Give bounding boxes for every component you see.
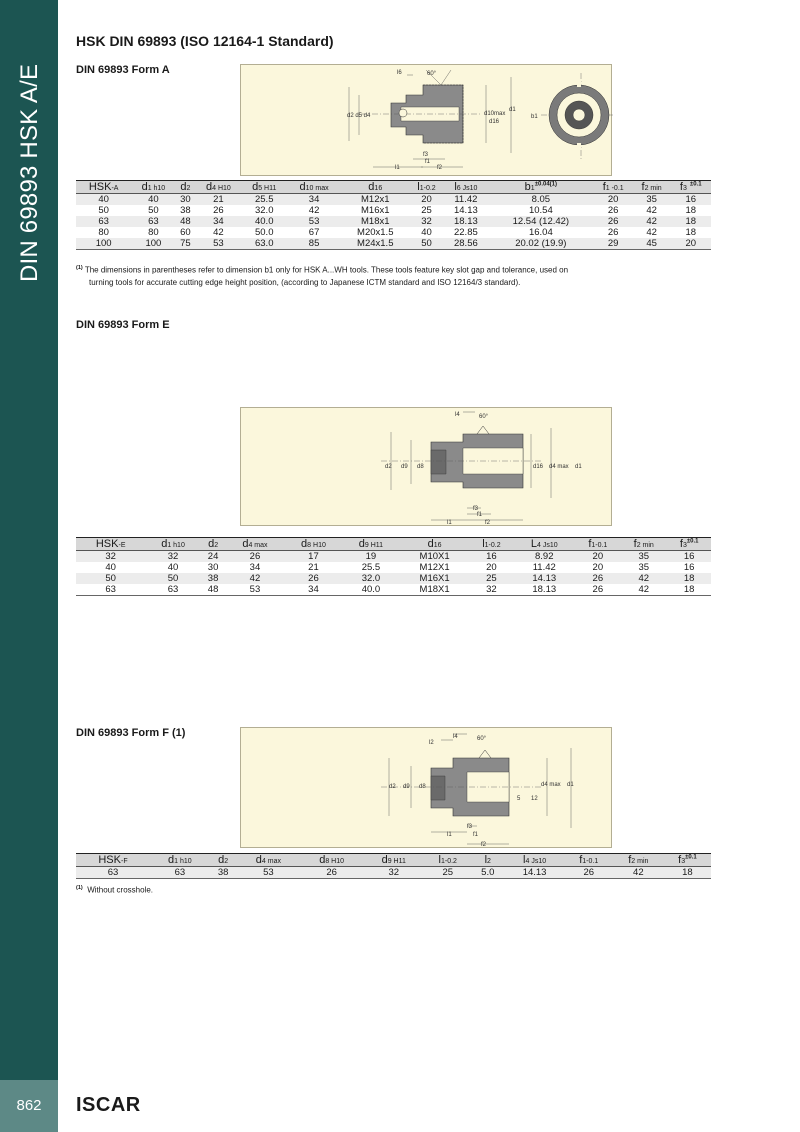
table-cell: 18.13 — [513, 584, 576, 596]
table-cell: 18 — [667, 573, 711, 584]
table-cell: 18 — [685, 227, 697, 238]
table-cell: 26 — [213, 205, 224, 216]
table-cell: 18 — [667, 584, 711, 596]
col-d1: d1 h10 — [150, 854, 210, 867]
form-a-footnote: $^{(1)}$ The dimensions in parentheses refer to dimension b1 only for HSK A...WH tools. These tools feature key slot gap and tolerance, used on turning tools for accurate cutting edge height position, (according to Japanese ICTM standard and ISO 12164/3 standard). — [76, 265, 569, 287]
table-row — [76, 867, 711, 879]
label-d9: d9 — [403, 784, 410, 790]
table-cell: 18.13 — [444, 216, 488, 227]
form-f-title: DIN 69893 Form F (1) — [76, 727, 186, 739]
label-d2: d2 — [389, 784, 396, 790]
col-d16: d16 — [399, 538, 469, 551]
table-cell: 8.05 — [488, 194, 594, 206]
table-cell: 40 — [167, 562, 179, 573]
table-cell: M12x1 — [341, 194, 409, 206]
label-b1: b1 — [531, 114, 538, 120]
table-cell: 16 — [470, 551, 513, 563]
col-f3: f3 $^{\pm 0.1}$ — [670, 181, 711, 194]
table-cell: 80 — [98, 227, 109, 238]
col-d9: d9 H11 — [363, 854, 424, 867]
table-cell: 26 — [225, 551, 284, 563]
label-angle: 60° — [479, 414, 489, 420]
table-cell: 32 — [363, 867, 424, 879]
table-cell: M20x1.5 — [357, 227, 394, 238]
label-d9: d9 — [401, 464, 408, 470]
col-b1: $b1^{\pm 0.04(1)}$ — [488, 181, 594, 194]
col-f1: f1 -0.1 — [594, 181, 633, 194]
col-d1: d1 h10 — [145, 538, 200, 551]
table-cell: 53 — [237, 867, 301, 879]
col-d8: d8 H10 — [300, 854, 363, 867]
col-d1: d1 h10 — [131, 181, 175, 194]
table-cell: 32.0 — [254, 205, 274, 216]
label-f3: f3 — [423, 152, 429, 158]
table-cell: 24 — [201, 551, 226, 563]
table-cell: 42 — [620, 584, 667, 596]
table-cell: 25.5 — [242, 194, 287, 206]
table-cell: 32 — [76, 551, 145, 563]
table-cell: 100 — [131, 238, 175, 250]
col-l2: l2 — [471, 854, 504, 867]
table-cell: 40 — [105, 562, 116, 573]
label-l1: l1 — [395, 165, 400, 171]
col-d10: d10 max — [287, 181, 341, 194]
col-d4: d4 max — [225, 538, 284, 551]
label-d10: d10max — [484, 111, 506, 117]
form-f-header-row — [76, 854, 711, 867]
col-hsk: HSK-A — [76, 181, 131, 194]
table-cell: 34 — [195, 216, 241, 227]
label-l4: l4 — [453, 734, 458, 740]
col-d2: d2 — [201, 538, 226, 551]
table-cell: 30 — [207, 562, 219, 573]
table-cell: 67 — [308, 227, 320, 238]
label-5: 5 — [517, 796, 521, 802]
label-f2: f2 — [437, 165, 443, 171]
table-cell: 38 — [201, 573, 226, 584]
table-cell: 19 — [343, 551, 400, 563]
label-l6: l6 — [397, 70, 402, 76]
table-cell: M16X1 — [399, 573, 469, 584]
table-cell: 42 — [620, 573, 667, 584]
sidebar — [0, 0, 58, 1132]
table-cell: 42 — [225, 573, 284, 584]
label-angle: 60° — [427, 71, 437, 77]
table-cell: 40.0 — [343, 584, 400, 596]
table-cell: 63.0 — [242, 238, 287, 250]
table-cell: 14.13 — [513, 573, 576, 584]
table-cell: 20.02 (19.9) — [488, 238, 594, 250]
label-d2d5d4: d2 d5 d4 — [347, 113, 371, 119]
table-cell: 35 — [633, 194, 671, 206]
form-a-title: DIN 69893 Form A — [76, 64, 170, 76]
table-cell: 63 — [76, 216, 131, 227]
label-12: 12 — [531, 796, 538, 802]
table-cell: 25.5 — [361, 562, 381, 573]
label-l1: l1 — [447, 832, 452, 838]
table-row — [76, 238, 711, 250]
table-cell: 40 — [131, 194, 175, 206]
table-cell: 50.0 — [254, 227, 274, 238]
col-l1: l1-0.2 — [409, 181, 443, 194]
label-f1: f1 — [473, 832, 479, 838]
table-cell: 53 — [287, 216, 341, 227]
table-cell: 12.54 (12.42) — [488, 216, 594, 227]
label-l2: l2 — [429, 740, 434, 746]
form-e-table — [76, 537, 711, 596]
table-cell: 35 — [638, 562, 650, 573]
table-cell: 16 — [683, 562, 695, 573]
table-cell: 48 — [175, 216, 195, 227]
table-cell: 63 — [76, 867, 150, 879]
table-cell: 11.42 — [444, 194, 488, 206]
form-e-header-row — [76, 538, 711, 551]
label-d4: d4 max — [549, 464, 569, 470]
col-f2: f2 min — [633, 181, 671, 194]
form-f-footnote: $^{(1)}$ Without crosshole. — [76, 885, 153, 895]
table-cell: 18 — [664, 867, 711, 879]
table-cell: 22.85 — [453, 227, 478, 238]
table-cell: 63 — [131, 216, 175, 227]
label-d1: d1 — [567, 782, 574, 788]
col-l6: l6 Js10 — [444, 181, 488, 194]
table-cell: 38 — [180, 205, 191, 216]
table-cell: 40 — [76, 194, 131, 206]
table-cell: 26 — [300, 867, 363, 879]
label-f1: f1 — [425, 159, 431, 165]
col-l1: l1-0.2 — [424, 854, 471, 867]
form-e-diagram — [240, 407, 612, 526]
table-row — [76, 205, 711, 216]
table-cell: 50 — [148, 205, 159, 216]
table-cell: M18x1 — [341, 216, 409, 227]
label-d1: d1 — [509, 107, 516, 113]
table-cell: 40 — [421, 227, 432, 238]
page-number: 862 — [0, 1080, 58, 1132]
table-cell: 35 — [620, 551, 667, 563]
table-cell: 38 — [210, 867, 237, 879]
label-f3: f3 — [473, 506, 479, 512]
form-a-diagram — [240, 64, 612, 176]
form-f-diagram — [240, 727, 612, 848]
table-cell: 32.0 — [343, 573, 400, 584]
table-row — [76, 584, 711, 596]
table-cell: 25 — [470, 573, 513, 584]
table-cell: 16 — [667, 551, 711, 563]
col-l1: l1-0.2 — [470, 538, 513, 551]
col-d4: d4 max — [237, 854, 301, 867]
table-row — [76, 573, 711, 584]
table-cell: 11.42 — [532, 562, 556, 573]
form-a-table — [76, 180, 711, 250]
table-cell: 20 — [576, 551, 621, 563]
table-cell: 50 — [409, 238, 443, 250]
table-cell: 85 — [287, 238, 341, 250]
label-d1: d1 — [575, 464, 582, 470]
form-a-header-row — [76, 181, 711, 194]
col-d2: d2 — [210, 854, 237, 867]
brand-logo: ISCAR — [76, 1094, 141, 1116]
table-cell: 53 — [195, 238, 241, 250]
table-cell: 34 — [249, 562, 261, 573]
table-cell: 34 — [287, 194, 341, 206]
table-row — [76, 562, 711, 573]
table-row — [76, 551, 711, 563]
table-cell: 32 — [409, 216, 443, 227]
table-cell: 21 — [308, 562, 319, 573]
label-f2: f2 — [481, 842, 487, 848]
col-f3: $f3^{\pm 0.1}$ — [667, 538, 711, 551]
table-cell: M18X1 — [399, 584, 469, 596]
table-cell: 32 — [470, 584, 513, 596]
table-cell: 42 — [613, 867, 664, 879]
form-a-drawing — [241, 65, 613, 177]
table-cell: 50 — [145, 573, 200, 584]
col-hsk: HSK-F — [76, 854, 150, 867]
form-e-title: DIN 69893 Form E — [76, 319, 170, 331]
label-f1: f1 — [477, 512, 483, 518]
col-d8: d8 H10 — [284, 538, 342, 551]
table-cell: 80 — [148, 227, 159, 238]
table-cell: 20 — [670, 238, 711, 250]
sidebar-title: DIN 69893 HSK A/E — [16, 63, 43, 282]
table-cell: 63 — [150, 867, 210, 879]
table-cell: 42 — [646, 205, 657, 216]
table-cell: M16x1 — [361, 205, 390, 216]
table-cell: 26 — [576, 584, 621, 596]
table-cell: 42 — [308, 205, 320, 216]
table-cell: 75 — [175, 238, 195, 250]
form-f-drawing — [241, 728, 613, 849]
label-d2: d2 — [385, 464, 392, 470]
table-cell: 63 — [145, 584, 200, 596]
table-cell: 26 — [565, 867, 613, 879]
table-cell: 20 — [592, 562, 604, 573]
col-d9: d9 H11 — [343, 538, 400, 551]
col-d5: d5 H11 — [242, 181, 287, 194]
label-d16: d16 — [533, 464, 544, 470]
table-cell: 42 — [213, 227, 224, 238]
table-cell: 26 — [607, 227, 619, 238]
col-hsk: HSK-E — [76, 538, 145, 551]
table-cell: 17 — [284, 551, 342, 563]
table-row — [76, 216, 711, 227]
table-cell: 20 — [409, 194, 443, 206]
col-f2: f2 min — [620, 538, 667, 551]
label-l4: l4 — [455, 412, 460, 418]
table-cell: 32 — [145, 551, 200, 563]
col-l4: L4 Js10 — [513, 538, 576, 551]
table-cell: 16 — [670, 194, 711, 206]
table-cell: 14.13 — [505, 867, 565, 879]
form-f-table — [76, 853, 711, 879]
col-l4: l4 Js10 — [505, 854, 565, 867]
table-cell: 18 — [685, 205, 697, 216]
table-cell: 53 — [225, 584, 284, 596]
table-cell: 63 — [76, 584, 145, 596]
table-cell: 48 — [201, 584, 226, 596]
table-cell: 26 — [594, 216, 633, 227]
table-cell: 20 — [486, 562, 497, 573]
table-cell: 28.56 — [444, 238, 488, 250]
table-cell: 34 — [284, 584, 342, 596]
table-cell: M12X1 — [419, 562, 450, 573]
table-cell: M10X1 — [399, 551, 469, 563]
table-cell: 20 — [594, 194, 633, 206]
label-d16: d16 — [489, 119, 500, 125]
table-cell: 45 — [633, 238, 671, 250]
table-cell: M24x1.5 — [341, 238, 409, 250]
col-d4: d4 H10 — [195, 181, 241, 194]
label-d4: d4 max — [541, 782, 561, 788]
table-cell: 30 — [175, 194, 195, 206]
table-cell: 5.0 — [471, 867, 504, 879]
table-cell: 26 — [576, 573, 621, 584]
table-cell: 26 — [607, 205, 619, 216]
col-f2: f2 min — [613, 854, 664, 867]
table-cell: 25 — [421, 205, 432, 216]
label-d8: d8 — [419, 784, 426, 790]
col-d2: d2 — [175, 181, 195, 194]
col-f1: f1-0.1 — [565, 854, 613, 867]
table-cell: 40.0 — [242, 216, 287, 227]
table-cell: 100 — [76, 238, 131, 250]
label-f2: f2 — [485, 520, 491, 526]
table-cell: 60 — [180, 227, 191, 238]
label-angle: 60° — [477, 736, 487, 742]
table-cell: 50 — [98, 205, 109, 216]
col-f1: f1-0.1 — [576, 538, 621, 551]
table-cell: 18 — [670, 216, 711, 227]
table-cell: 50 — [76, 573, 145, 584]
table-cell: 26 — [284, 573, 342, 584]
table-cell: 29 — [594, 238, 633, 250]
col-f3: $f3^{\pm 0.1}$ — [664, 854, 711, 867]
table-row — [76, 194, 711, 206]
table-cell: 16.04 — [528, 227, 553, 238]
table-cell: 42 — [633, 216, 671, 227]
label-d8: d8 — [417, 464, 424, 470]
form-e-drawing — [241, 408, 613, 527]
table-cell: 21 — [195, 194, 241, 206]
table-cell: 42 — [646, 227, 657, 238]
table-cell: 8.92 — [513, 551, 576, 563]
col-d16: d16 — [341, 181, 409, 194]
label-l1: l1 — [447, 520, 452, 526]
table-row — [76, 227, 711, 238]
table-cell: 25 — [424, 867, 471, 879]
table-cell: 14.13 — [453, 205, 478, 216]
label-f3: f3 — [467, 824, 473, 830]
table-cell: 10.54 — [528, 205, 553, 216]
page-title: HSK DIN 69893 (ISO 12164-1 Standard) — [76, 33, 334, 49]
